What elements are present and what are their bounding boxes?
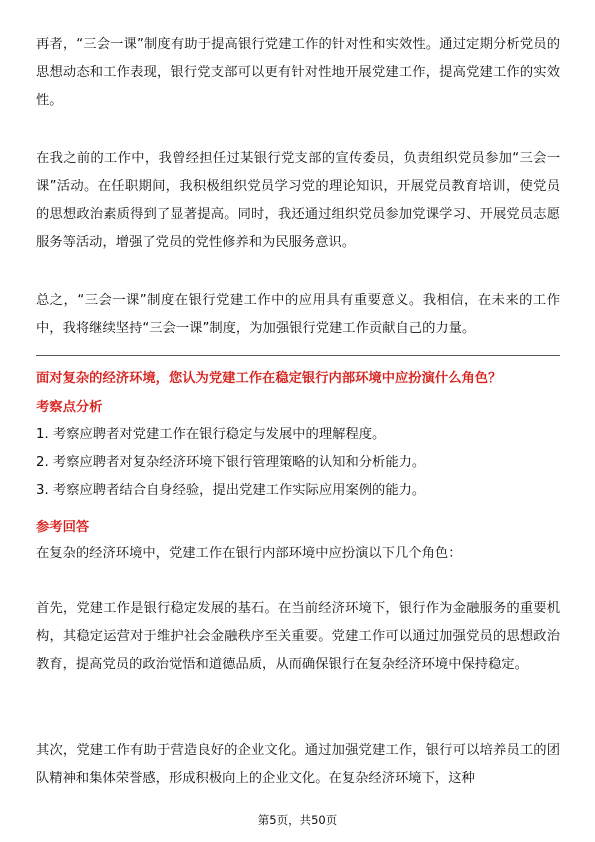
interview-question: 面对复杂的经济环境，您认为党建工作在稳定银行内部环境中应扮演什么角色？ [36,371,502,386]
section-divider [36,355,560,356]
analysis-item: 1. 考察应聘者对党建工作在银行稳定与发展中的理解程度。 [36,427,386,442]
page-number: 第5页，共50页 [257,813,338,827]
answer-intro: 在复杂的经济环境中，党建工作在银行内部环境中应扮演以下几个角色： [36,546,462,561]
answer-paragraph: 首先，党建工作是银行稳定发展的基石。在当前经济环境下，银行作为金融服务的重要机构，其稳定运营对于维护社会金融秩序至关重要。党建工作可以通过加强党员的思想政治教育，提高党员的政治觉悟和道德品质，从而确保银行在复杂经济环境中保持稳定。 [36,601,560,672]
analysis-item: 2. 考察应聘者对复杂经济环境下银行管理策略的认知和分析能力。 [36,455,426,470]
body-paragraph: 总之，“三会一课”制度在银行党建工作中的应用具有重要意义。我相信，在未来的工作中，我将继续坚持“三会一课”制度，为加强银行党建工作贡献自己的力量。 [36,293,560,336]
body-paragraph: 在我之前的工作中，我曾经担任过某银行党支部的宣传委员，负责组织党员参加“三会一课”活动。在任职期间，我积极组织党员学习党的理论知识，开展党员教育培训，使党员的思想政治素质得到了显著提高。同时，我还通过组织党员参加党课学习、开展党员志愿服务等活动，增强了党员的党性修养和为民服务意识。 [36,151,560,250]
answer-paragraph: 其次，党建工作有助于营造良好的企业文化。通过加强党建工作，银行可以培养员工的团队精神和集体荣誉感，形成积极向上的企业文化。在复杂经济环境下，这种 [36,743,560,786]
answer-heading: 参考回答 [36,520,90,535]
analysis-item: 3. 考察应聘者结合自身经验，提出党建工作实际应用案例的能力。 [36,483,426,498]
analysis-heading: 考察点分析 [36,400,103,415]
body-paragraph: 再者，“三会一课”制度有助于提高银行党建工作的针对性和实效性。通过定期分析党员的思想动态和工作表现，银行党支部可以更有针对性地开展党建工作，提高党建工作的实效性。 [36,37,560,108]
